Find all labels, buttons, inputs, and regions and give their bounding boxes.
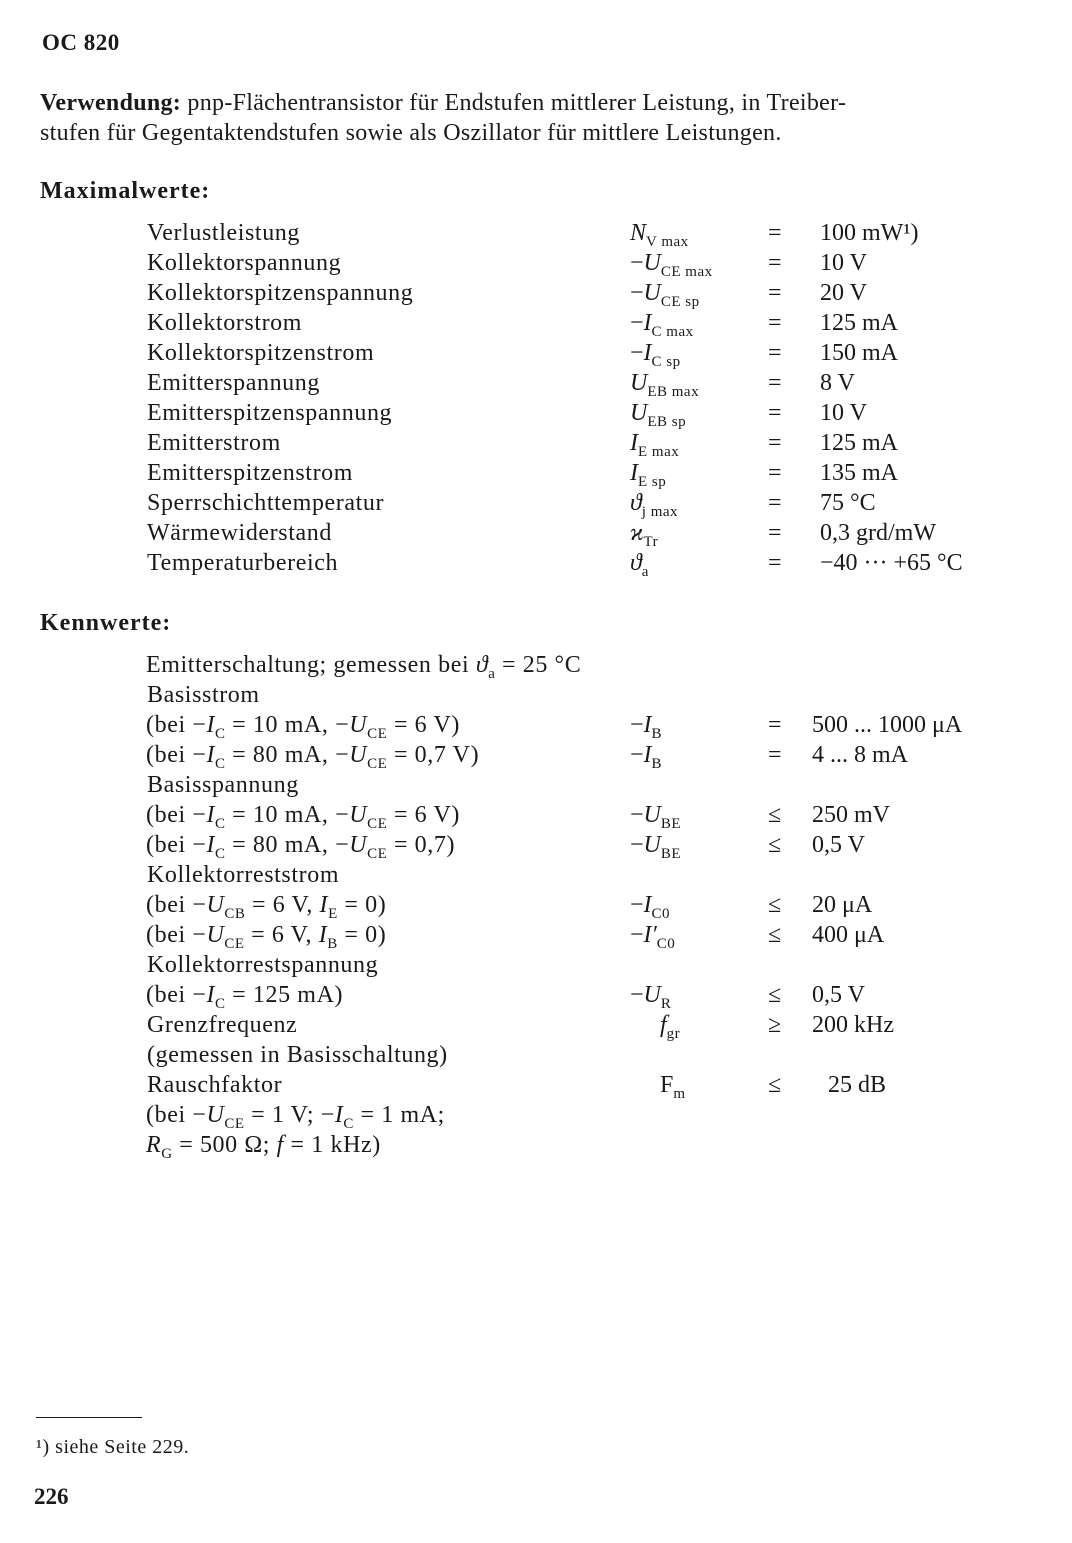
param-value: 10 V — [820, 400, 867, 426]
max-row — [0, 280, 1072, 310]
measure-row — [0, 742, 1072, 772]
relation: ≤ — [768, 892, 782, 918]
symbol: $f_{gr}$ — [660, 1012, 681, 1042]
device-title: OC 820 — [42, 30, 120, 55]
relation: = — [768, 280, 782, 306]
measure-value: 20 μA — [812, 892, 873, 918]
relation: ≤ — [768, 802, 782, 828]
param-label: Temperaturbereich — [147, 550, 339, 576]
condition: ($bei -I_C = 10$ mA, $-U_{CE} = 6$ V) — [146, 802, 460, 832]
symbol: $-I_B$ — [630, 712, 663, 742]
group-title — [0, 862, 1072, 892]
param-label: Kollektorspannung — [147, 250, 342, 276]
measure-row — [0, 832, 1072, 862]
max-row — [0, 370, 1072, 400]
max-row — [0, 490, 1072, 520]
relation: = — [768, 520, 782, 546]
measure-row — [0, 802, 1072, 832]
footnote-rule — [36, 1417, 142, 1418]
param-label: Kollektorspitzenstrom — [147, 340, 375, 366]
symbol: $ϰ_{Tr}$ — [630, 520, 659, 550]
condition: ($bei -U_{CE} = 1$ V; $-I_C = 1$ mA; — [146, 1102, 445, 1132]
max-row — [0, 520, 1072, 550]
condition: ($bei -I_C = 80$ mA, $-U_{CE} = 0,7$ V) — [146, 742, 480, 772]
relation: ≤ — [768, 982, 782, 1008]
symbol: $-U_{BE}$ — [630, 802, 682, 832]
measure-row — [0, 892, 1072, 922]
relation: = — [768, 550, 782, 576]
measure-value: 400 μA — [812, 922, 885, 948]
measure-value: 4 ... 8 mA — [812, 742, 908, 768]
measure-value: 0,5 V — [812, 982, 865, 1008]
param-value: 135 mA — [820, 460, 898, 486]
group-label: Kollektorreststrom — [147, 862, 340, 888]
condition: ($bei -U_{CE} = 6$ V, $I_B = 0$) — [146, 922, 387, 952]
measure-row — [0, 712, 1072, 742]
param-value: 8 V — [820, 370, 855, 396]
measure-row — [0, 1102, 1072, 1132]
relation: = — [768, 370, 782, 396]
symbol: $N_{V max}$ — [630, 220, 689, 250]
max-values-heading: Maximalwerte: — [40, 178, 211, 204]
footnote: ¹) siehe Seite 229. — [36, 1436, 190, 1458]
param-value: −40 ··· +65 °C — [820, 550, 963, 576]
param-label: Verlustleistung — [147, 220, 300, 246]
relation: = — [768, 400, 782, 426]
symbol: $-U_{BE}$ — [630, 832, 682, 862]
symbol: $-U_R$ — [630, 982, 672, 1012]
relation: = — [768, 220, 782, 246]
group-label: Rauschfaktor — [147, 1072, 283, 1098]
param-value: 150 mA — [820, 340, 898, 366]
param-value: 125 mA — [820, 430, 898, 456]
max-row — [0, 460, 1072, 490]
symbol: $I_{E sp}$ — [630, 460, 667, 490]
relation: = — [768, 310, 782, 336]
param-value: 10 V — [820, 250, 867, 276]
symbol: $U_{EB sp}$ — [630, 400, 687, 430]
measure-value: 0,5 V — [812, 832, 865, 858]
symbol: $-U_{CE sp}$ — [630, 280, 700, 310]
relation: = — [768, 250, 782, 276]
relation: = — [768, 742, 782, 768]
relation: = — [768, 460, 782, 486]
symbol: $ϑ_{j max}$ — [630, 490, 679, 520]
page-number: 226 — [34, 1484, 69, 1509]
symbol: $F_m$ — [660, 1072, 686, 1102]
usage-text-1: pnp-Flächentransistor für Endstufen mittlerer Leistung, in Treiber- — [187, 90, 847, 116]
symbol: $-I_B$ — [630, 742, 663, 772]
measure-row — [0, 982, 1072, 1012]
symbol: $-I_{C max}$ — [630, 310, 694, 340]
symbol: $-I_{C sp}$ — [630, 340, 681, 370]
measure-row — [0, 922, 1072, 952]
condition: ($bei -I_C = 80$ mA, $-U_{CE} = 0,7$) — [146, 832, 456, 862]
measure-value: 25 dB — [828, 1072, 887, 1098]
group-label: Basisstrom — [147, 682, 260, 708]
group-label: Kollektorrestspannung — [147, 952, 379, 978]
relation: ≤ — [768, 922, 782, 948]
param-value: 75 °C — [820, 490, 876, 516]
relation: = — [768, 712, 782, 738]
param-label: Kollektorstrom — [147, 310, 303, 336]
intro-row — [0, 652, 1072, 682]
param-label: Kollektorspitzenspannung — [147, 280, 414, 306]
max-row — [0, 430, 1072, 460]
char-values-heading: Kennwerte: — [40, 610, 172, 636]
param-label: Sperrschichttemperatur — [147, 490, 385, 516]
grenzfrequenz-row — [0, 1012, 1072, 1042]
param-label: Emitterstrom — [147, 430, 281, 456]
relation: = — [768, 430, 782, 456]
condition: ($bei -I_C = 125$ mA) — [146, 982, 344, 1012]
param-value: 100 mW¹) — [820, 220, 919, 246]
max-row — [0, 310, 1072, 340]
intro-text: Emitterschaltung; gemessen bei $ϑ_a = 25$ °C — [146, 652, 582, 682]
param-value: 0,3 grd/mW — [820, 520, 936, 546]
measure-value: 250 mV — [812, 802, 890, 828]
usage-line-1 — [40, 90, 846, 117]
group-title — [0, 952, 1072, 982]
usage-line-2: stufen für Gegentaktendstufen sowie als Oszillator für mittlere Leistungen. — [40, 120, 782, 146]
group-label: Basisspannung — [147, 772, 299, 798]
param-label: Emitterspannung — [147, 370, 320, 396]
max-row — [0, 550, 1072, 580]
usage-label: Verwendung: — [40, 90, 182, 116]
param-value: 125 mA — [820, 310, 898, 336]
symbol: $-I'_{C0}$ — [630, 922, 676, 952]
group-title — [0, 682, 1072, 712]
symbol: $U_{EB max}$ — [630, 370, 700, 400]
measure-row — [0, 1132, 1072, 1162]
max-row — [0, 250, 1072, 280]
symbol: $ϑ_a$ — [630, 550, 649, 580]
relation: ≥ — [768, 1012, 782, 1038]
group-note: (gemessen in Basisschaltung) — [147, 1042, 448, 1068]
max-row — [0, 340, 1072, 370]
param-label: Wärmewiderstand — [147, 520, 332, 546]
measure-value: 500 ... 1000 μA — [812, 712, 963, 738]
group-label: Grenzfrequenz — [147, 1012, 298, 1038]
rauschfaktor-row — [0, 1072, 1072, 1102]
condition: ($bei -I_C = 10$ mA, $-U_{CE} = 6$ V) — [146, 712, 460, 742]
max-row — [0, 400, 1072, 430]
symbol: $-I_{C0}$ — [630, 892, 671, 922]
param-label: Emitterspitzenstrom — [147, 460, 354, 486]
max-row — [0, 220, 1072, 250]
grenzfrequenz-note — [0, 1042, 1072, 1072]
group-title — [0, 772, 1072, 802]
condition: ($bei -U_{CB} = 6$ V, $I_E = 0$) — [146, 892, 387, 922]
relation: ≤ — [768, 832, 782, 858]
relation: ≤ — [768, 1072, 782, 1098]
symbol: $I_{E max}$ — [630, 430, 680, 460]
relation: = — [768, 340, 782, 366]
relation: = — [768, 490, 782, 516]
symbol: $-U_{CE max}$ — [630, 250, 713, 280]
param-label: Emitterspitzenspannung — [147, 400, 393, 426]
param-value: 20 V — [820, 280, 867, 306]
measure-value: 200 kHz — [812, 1012, 894, 1038]
condition: $R_G = 500$ Ω; f = 1 kHz) — [146, 1132, 381, 1162]
